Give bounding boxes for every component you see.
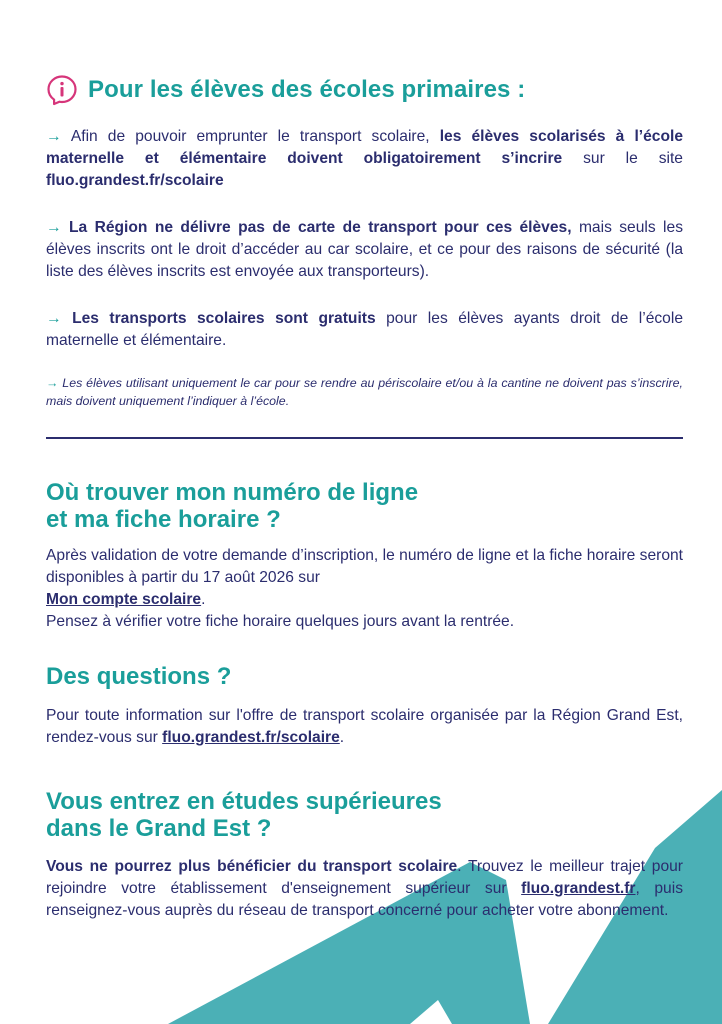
etudes-section-title: Vous entrez en études supérieures dans le Grand Est ? [46,788,442,842]
arrow-icon: → [46,128,62,145]
section-divider [46,437,683,439]
fluo-grandest-link[interactable]: fluo.grandest.fr [521,880,636,897]
fluo-scolaire-link[interactable]: fluo.grandest.fr/scolaire [162,729,340,746]
arrow-icon: → [46,310,62,327]
primary-paragraph-1: → Afin de pouvoir emprunter le transport scolaire, les élèves scolarisés à l’école maternelle et élémentaire doivent obligatoirement s’incrire sur le site fluo.grandest.fr/scolaire [46,128,684,189]
questions-section-title: Des questions ? [46,663,232,690]
site-url: fluo.grandest.fr/scolaire [46,172,224,189]
etudes-paragraph: Vous ne pourrez plus bénéficier du transport scolaire. Trouvez le meilleur trajet pour rejoindre votre établissement d'enseignement supérieur sur fluo.grandest.fr, puis renseignez-vous auprès du réseau de transport concerné pour acheter votre abonnement. [46,858,683,919]
primary-section-title: Pour les élèves des écoles primaires : [88,76,526,103]
primary-paragraph-2: → La Région ne délivre pas de carte de transport pour ces élèves, mais seuls les élèves inscrits ont le droit d’accéder au car scolaire, et ce pour des raisons de sécurité (la liste des élèves inscrits est envoyée aux transporteurs). [46,219,683,280]
questions-paragraph: Pour toute information sur l'offre de transport scolaire organisée par la Région Grand Est, rendez-vous sur fluo.grandest.fr/scolaire. [46,707,683,746]
arrow-icon: → [46,219,62,236]
ligne-section-title: Où trouver mon numéro de ligne et ma fiche horaire ? [46,479,419,533]
primary-section-header [46,74,525,106]
info-icon [46,74,78,106]
mon-compte-scolaire-link[interactable]: Mon compte scolaire [46,591,202,608]
arrow-icon: → [46,376,59,390]
ligne-paragraph: Après validation de votre demande d’inscription, le numéro de ligne et la fiche horaire seront disponibles à partir du 17 août 2026 sur Mon compte scolaire. Pensez à vérifier votre fiche horaire quelques jours avant la rentrée. [46,547,683,630]
primary-paragraph-3: → Les transports scolaires sont gratuits pour les élèves ayants droit de l’école maternelle et élémentaire. [46,310,683,349]
primary-note: → Les élèves utilisant uniquement le car pour se rendre au périscolaire et/ou à la cantine ne doivent pas s’inscrire, mais doivent uniquement l’indiquer à l’école. [46,376,683,408]
